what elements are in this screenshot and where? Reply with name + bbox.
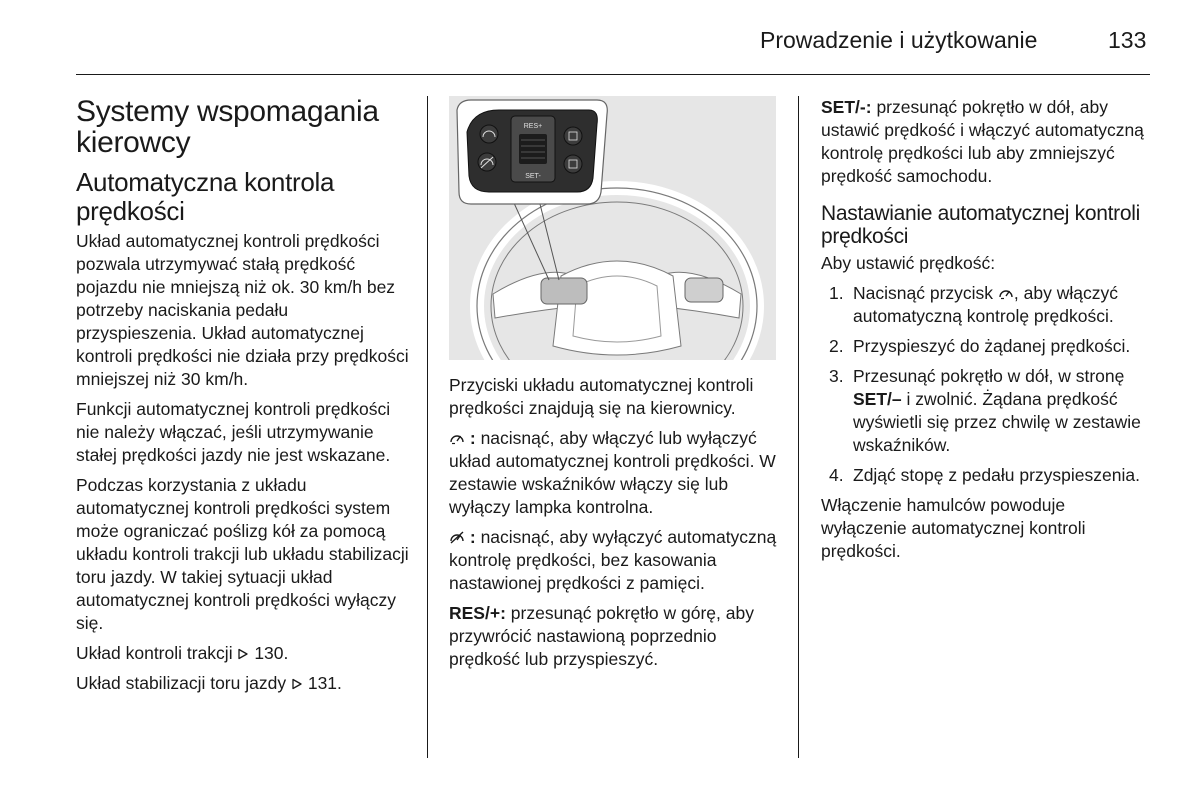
figure-caption: Przyciski układu automatycznej kontroli prędkości znajdują się na kierownicy. bbox=[449, 375, 754, 418]
cross-reference-page: 130. bbox=[254, 643, 289, 663]
cruise-control-off-icon bbox=[449, 530, 465, 544]
control-label: : bbox=[469, 527, 476, 547]
control-label: RES/+: bbox=[449, 603, 506, 623]
column-divider-right bbox=[798, 96, 799, 758]
running-header-title: Prowadzenie i użytkowanie bbox=[760, 27, 1038, 53]
subsection-title: Automatyczna kontrola prędkości bbox=[76, 167, 335, 226]
step-number: 3. bbox=[829, 366, 844, 386]
control-description: nacisnąć, aby wyłączyć automatyczną kontrolę prędkości, bez kasowania nastawionej prędkości z pamięci. bbox=[449, 527, 777, 593]
header-rule bbox=[76, 74, 1150, 75]
step-number: 4. bbox=[829, 465, 844, 485]
steps-intro: Aby ustawić prędkość: bbox=[821, 253, 996, 273]
set-label: SET- bbox=[525, 173, 541, 180]
control-res bbox=[449, 602, 779, 671]
steps-list bbox=[821, 282, 1151, 487]
step-number: 1. bbox=[829, 283, 844, 303]
cross-reference-label: Układ stabilizacji toru jazdy bbox=[76, 673, 287, 693]
control-set bbox=[821, 96, 1151, 188]
cruise-control-icon bbox=[998, 286, 1014, 300]
list-item bbox=[821, 335, 1151, 358]
list-item bbox=[821, 365, 1151, 457]
subheading-setting: Nastawianie automatycznej kontroli prędkości bbox=[821, 202, 1140, 248]
control-description: przesunąć pokrętło w górę, aby przywrócić nastawioną poprzednio prędkość lub przyspieszyć. bbox=[449, 603, 754, 669]
control-cancel bbox=[449, 526, 779, 595]
cross-reference-stability bbox=[76, 672, 411, 695]
step-text: Przyspieszyć do żądanej prędkości. bbox=[853, 336, 1131, 356]
list-item bbox=[821, 464, 1151, 487]
step-text: Nacisnąć przycisk bbox=[853, 283, 994, 303]
steering-wheel-illustration bbox=[449, 96, 776, 360]
column-left bbox=[76, 96, 411, 702]
step-text: i zwolnić. Żądana prędkość wyświetli się przez chwilę w zestawie wskaźników. bbox=[853, 389, 1141, 455]
control-on-off bbox=[449, 427, 779, 519]
column-right bbox=[821, 96, 1151, 570]
column-divider-left bbox=[427, 96, 428, 758]
cruise-control-icon bbox=[449, 431, 465, 445]
page-number: 133 bbox=[1108, 27, 1147, 53]
control-label: SET/-: bbox=[821, 97, 872, 117]
res-label: RES+ bbox=[523, 123, 543, 130]
paragraph-intro: Układ automatycznej kontroli prędkości pozwala utrzymywać stałą prędkość pojazdu nie mniejszą niż ok. 30 km/h bez potrzeby naciskania pedału przyspieszenia. Układ automatycznej kontroli prędkości nie działa przy prędkości mniejszej niż 30 km/h. bbox=[76, 231, 409, 389]
cross-reference-traction bbox=[76, 642, 411, 665]
step-number: 2. bbox=[829, 336, 844, 356]
page-ref-arrow-icon bbox=[237, 648, 249, 660]
step-text: , aby włączyć automatyczną kontrolę prędkości. bbox=[853, 283, 1118, 326]
closing-paragraph: Włączenie hamulców powoduje wyłączenie automatycznej kontroli prędkości. bbox=[821, 495, 1086, 561]
cross-reference-label: Układ kontroli trakcji bbox=[76, 643, 233, 663]
cross-reference-page: 131. bbox=[307, 673, 342, 693]
paragraph-warning: Funkcji automatycznej kontroli prędkości nie należy włączać, jeśli utrzymywanie stałej prędkości jazdy nie jest wskazane. bbox=[76, 399, 391, 465]
control-description: przesunąć pokrętło w dół, aby ustawić prędkość i włączyć automatyczną kontrolę prędkości lub aby zmniejszyć prędkość samochodu. bbox=[821, 97, 1144, 186]
paragraph-traction: Podczas korzystania z układu automatycznej kontroli prędkości system może ograniczać poślizg kół za pomocą układu kontroli trakcji lub układu stabilizacji toru jazdy. W takiej sytuacji układ automatycznej kontroli prędkości wyłączy się. bbox=[76, 475, 409, 633]
step-keyword: SET/– bbox=[853, 389, 902, 409]
control-label: : bbox=[469, 428, 476, 448]
section-title: Systemy wspomagania kierowcy bbox=[76, 95, 379, 159]
page-ref-arrow-icon bbox=[291, 678, 303, 690]
control-description: nacisnąć, aby włączyć lub wyłączyć układ automatycznej kontroli prędkości. W zestawie wskaźników włączy się lub wyłączy lampka kontrolna. bbox=[449, 428, 776, 517]
list-item bbox=[821, 282, 1151, 328]
column-middle bbox=[449, 96, 779, 678]
step-text: Przesunąć pokrętło w dół, w stronę bbox=[853, 366, 1125, 386]
step-text: Zdjąć stopę z pedału przyspieszenia. bbox=[853, 465, 1140, 485]
